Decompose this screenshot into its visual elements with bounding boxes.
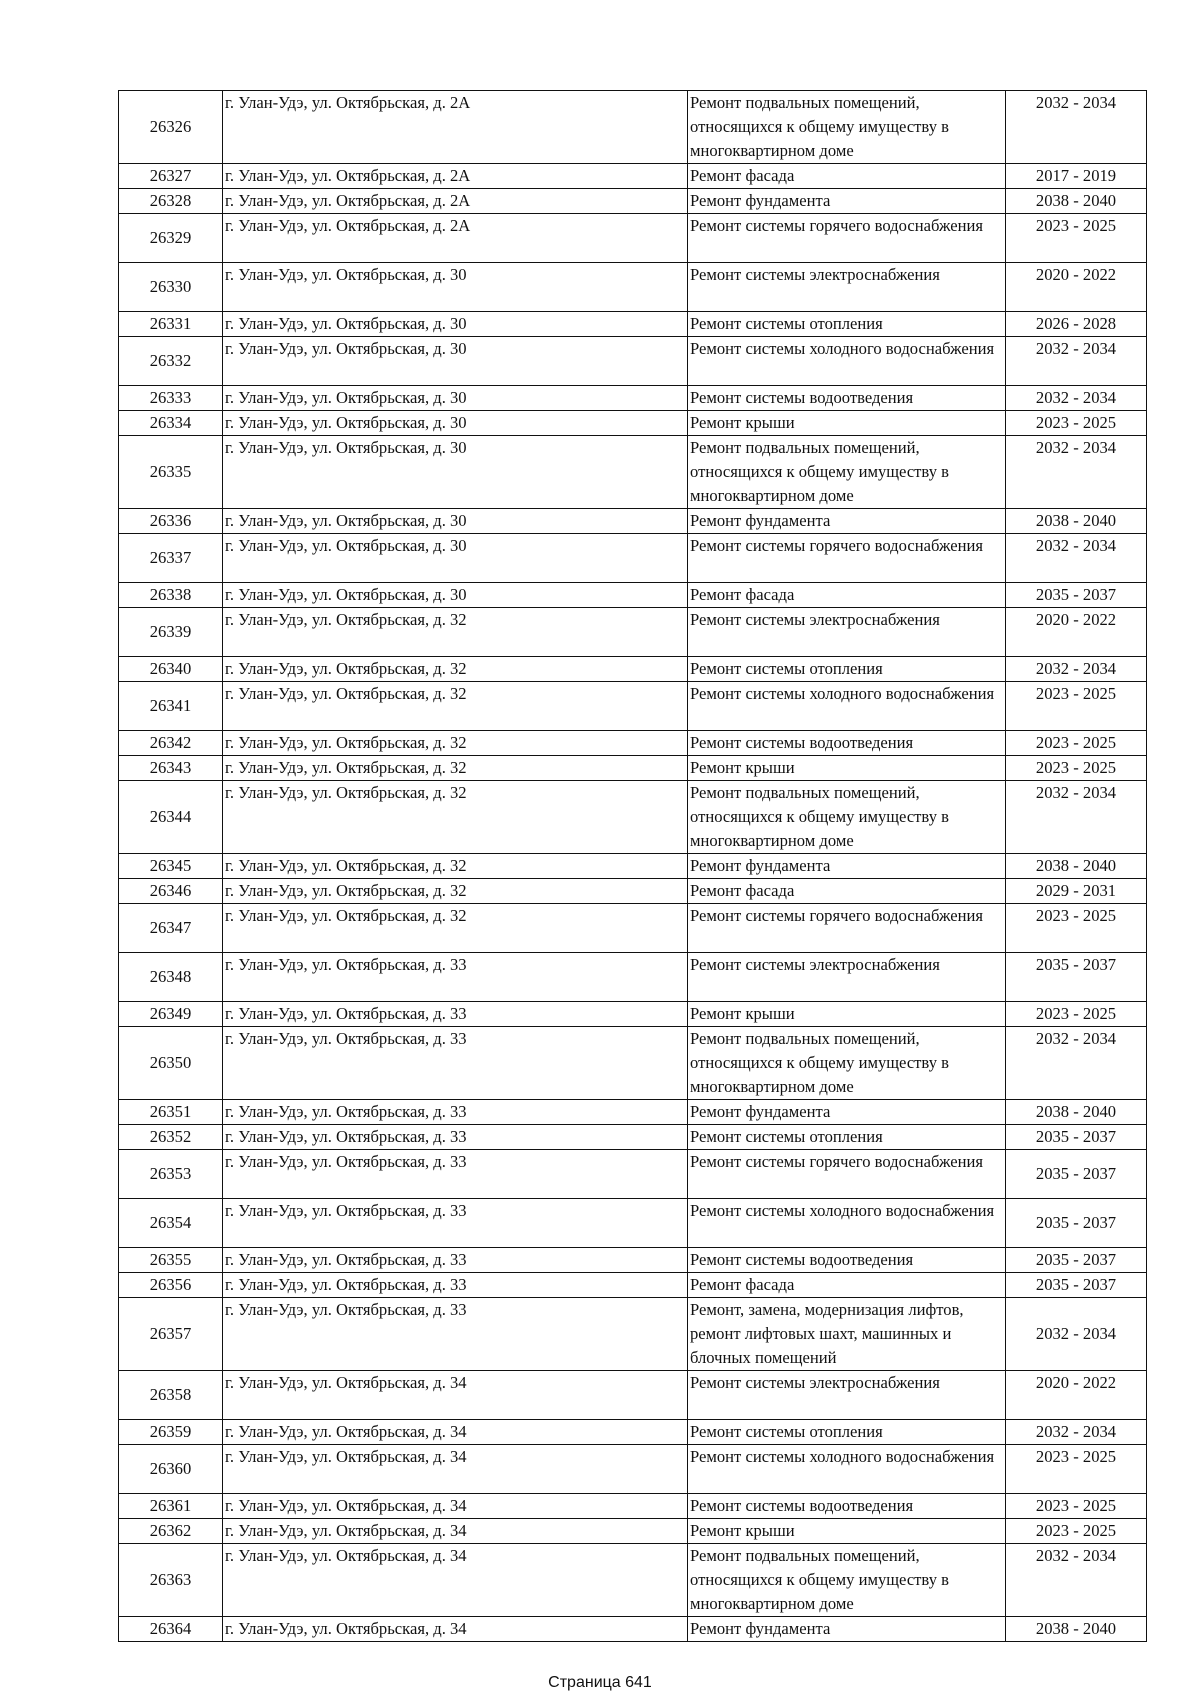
table-row <box>119 756 1147 781</box>
work-type-cell: Ремонт системы электроснабжения <box>688 263 1006 312</box>
row-number: 26357 <box>119 1298 223 1371</box>
address-cell: г. Улан-Удэ, ул. Октябрьская, д. 2А <box>223 91 688 164</box>
work-type-cell: Ремонт фундамента <box>688 1100 1006 1125</box>
work-type-cell: Ремонт системы холодного водоснабжения <box>688 337 1006 386</box>
work-type-cell: Ремонт подвальных помещений, относящихся к общему имуществу в многоквартирном доме <box>688 91 1006 164</box>
row-number: 26334 <box>119 411 223 436</box>
table-row <box>119 411 1147 436</box>
work-type-cell: Ремонт фундамента <box>688 1617 1006 1642</box>
address-cell: г. Улан-Удэ, ул. Октябрьская, д. 34 <box>223 1371 688 1420</box>
period-cell: 2032 - 2034 <box>1006 781 1147 854</box>
table-row <box>119 879 1147 904</box>
address-cell: г. Улан-Удэ, ул. Октябрьская, д. 33 <box>223 1199 688 1248</box>
table-row <box>119 189 1147 214</box>
table-row <box>119 436 1147 509</box>
table-row <box>119 904 1147 953</box>
work-type-cell: Ремонт системы горячего водоснабжения <box>688 1150 1006 1199</box>
row-number: 26338 <box>119 583 223 608</box>
work-type-cell: Ремонт системы водоотведения <box>688 386 1006 411</box>
table-row <box>119 1445 1147 1494</box>
period-cell: 2032 - 2034 <box>1006 657 1147 682</box>
row-number: 26340 <box>119 657 223 682</box>
row-number: 26351 <box>119 1100 223 1125</box>
work-type-cell: Ремонт фасада <box>688 879 1006 904</box>
period-cell: 2020 - 2022 <box>1006 1371 1147 1420</box>
period-cell: 2017 - 2019 <box>1006 164 1147 189</box>
row-number: 26353 <box>119 1150 223 1199</box>
address-cell: г. Улан-Удэ, ул. Октябрьская, д. 33 <box>223 1002 688 1027</box>
row-number: 26336 <box>119 509 223 534</box>
period-cell: 2023 - 2025 <box>1006 682 1147 731</box>
row-number: 26328 <box>119 189 223 214</box>
address-cell: г. Улан-Удэ, ул. Октябрьская, д. 32 <box>223 756 688 781</box>
address-cell: г. Улан-Удэ, ул. Октябрьская, д. 32 <box>223 781 688 854</box>
address-cell: г. Улан-Удэ, ул. Октябрьская, д. 34 <box>223 1420 688 1445</box>
table-row <box>119 657 1147 682</box>
work-type-cell: Ремонт системы холодного водоснабжения <box>688 682 1006 731</box>
address-cell: г. Улан-Удэ, ул. Октябрьская, д. 32 <box>223 657 688 682</box>
work-type-cell: Ремонт подвальных помещений, относящихся к общему имуществу в многоквартирном доме <box>688 781 1006 854</box>
row-number: 26363 <box>119 1544 223 1617</box>
table-row <box>119 1420 1147 1445</box>
period-cell: 2023 - 2025 <box>1006 411 1147 436</box>
period-cell: 2038 - 2040 <box>1006 854 1147 879</box>
table-row <box>119 1371 1147 1420</box>
period-cell: 2038 - 2040 <box>1006 509 1147 534</box>
work-type-cell: Ремонт системы холодного водоснабжения <box>688 1445 1006 1494</box>
address-cell: г. Улан-Удэ, ул. Октябрьская, д. 32 <box>223 731 688 756</box>
period-cell: 2023 - 2025 <box>1006 904 1147 953</box>
row-number: 26333 <box>119 386 223 411</box>
table-row <box>119 1199 1147 1248</box>
work-type-cell: Ремонт системы водоотведения <box>688 1494 1006 1519</box>
work-type-cell: Ремонт крыши <box>688 756 1006 781</box>
address-cell: г. Улан-Удэ, ул. Октябрьская, д. 33 <box>223 953 688 1002</box>
table-row <box>119 1494 1147 1519</box>
row-number: 26335 <box>119 436 223 509</box>
period-cell: 2032 - 2034 <box>1006 534 1147 583</box>
period-cell: 2020 - 2022 <box>1006 263 1147 312</box>
period-cell: 2035 - 2037 <box>1006 953 1147 1002</box>
address-cell: г. Улан-Удэ, ул. Октябрьская, д. 30 <box>223 583 688 608</box>
period-cell: 2032 - 2034 <box>1006 1298 1147 1371</box>
work-type-cell: Ремонт фасада <box>688 164 1006 189</box>
table-row <box>119 1519 1147 1544</box>
row-number: 26362 <box>119 1519 223 1544</box>
row-number: 26329 <box>119 214 223 263</box>
period-cell: 2032 - 2034 <box>1006 1420 1147 1445</box>
row-number: 26350 <box>119 1027 223 1100</box>
address-cell: г. Улан-Удэ, ул. Октябрьская, д. 33 <box>223 1273 688 1298</box>
table-row <box>119 1125 1147 1150</box>
period-cell: 2029 - 2031 <box>1006 879 1147 904</box>
row-number: 26349 <box>119 1002 223 1027</box>
work-type-cell: Ремонт системы электроснабжения <box>688 1371 1006 1420</box>
address-cell: г. Улан-Удэ, ул. Октябрьская, д. 2А <box>223 189 688 214</box>
table-row <box>119 953 1147 1002</box>
address-cell: г. Улан-Удэ, ул. Октябрьская, д. 33 <box>223 1027 688 1100</box>
period-cell: 2023 - 2025 <box>1006 1445 1147 1494</box>
page-number: Страница 641 <box>548 1674 652 1691</box>
address-cell: г. Улан-Удэ, ул. Октябрьская, д. 34 <box>223 1519 688 1544</box>
period-cell: 2035 - 2037 <box>1006 1248 1147 1273</box>
work-type-cell: Ремонт, замена, модернизация лифтов, ремонт лифтовых шахт, машинных и блочных помещений <box>688 1298 1006 1371</box>
row-number: 26331 <box>119 312 223 337</box>
work-type-cell: Ремонт системы горячего водоснабжения <box>688 214 1006 263</box>
row-number: 26343 <box>119 756 223 781</box>
period-cell: 2038 - 2040 <box>1006 1100 1147 1125</box>
work-type-cell: Ремонт крыши <box>688 411 1006 436</box>
table-row <box>119 1002 1147 1027</box>
period-cell: 2038 - 2040 <box>1006 189 1147 214</box>
table-row <box>119 1298 1147 1371</box>
period-cell: 2023 - 2025 <box>1006 214 1147 263</box>
address-cell: г. Улан-Удэ, ул. Октябрьская, д. 33 <box>223 1298 688 1371</box>
table-row <box>119 312 1147 337</box>
work-type-cell: Ремонт системы горячего водоснабжения <box>688 534 1006 583</box>
address-cell: г. Улан-Удэ, ул. Октябрьская, д. 34 <box>223 1544 688 1617</box>
address-cell: г. Улан-Удэ, ул. Октябрьская, д. 33 <box>223 1248 688 1273</box>
work-type-cell: Ремонт крыши <box>688 1002 1006 1027</box>
row-number: 26337 <box>119 534 223 583</box>
work-type-cell: Ремонт системы отопления <box>688 1125 1006 1150</box>
work-type-cell: Ремонт подвальных помещений, относящихся к общему имуществу в многоквартирном доме <box>688 436 1006 509</box>
work-type-cell: Ремонт подвальных помещений, относящихся к общему имуществу в многоквартирном доме <box>688 1027 1006 1100</box>
row-number: 26364 <box>119 1617 223 1642</box>
period-cell: 2023 - 2025 <box>1006 1519 1147 1544</box>
address-cell: г. Улан-Удэ, ул. Октябрьская, д. 32 <box>223 682 688 731</box>
table-row <box>119 781 1147 854</box>
table-row <box>119 1100 1147 1125</box>
table-row <box>119 91 1147 164</box>
row-number: 26360 <box>119 1445 223 1494</box>
address-cell: г. Улан-Удэ, ул. Октябрьская, д. 30 <box>223 534 688 583</box>
table-row <box>119 1248 1147 1273</box>
period-cell: 2032 - 2034 <box>1006 386 1147 411</box>
period-cell: 2035 - 2037 <box>1006 1273 1147 1298</box>
period-cell: 2035 - 2037 <box>1006 1150 1147 1199</box>
row-number: 26330 <box>119 263 223 312</box>
address-cell: г. Улан-Удэ, ул. Октябрьская, д. 30 <box>223 337 688 386</box>
address-cell: г. Улан-Удэ, ул. Октябрьская, д. 32 <box>223 904 688 953</box>
row-number: 26339 <box>119 608 223 657</box>
table-row <box>119 214 1147 263</box>
address-cell: г. Улан-Удэ, ул. Октябрьская, д. 30 <box>223 386 688 411</box>
table-row <box>119 1544 1147 1617</box>
period-cell: 2035 - 2037 <box>1006 1125 1147 1150</box>
period-cell: 2035 - 2037 <box>1006 583 1147 608</box>
row-number: 26347 <box>119 904 223 953</box>
row-number: 26361 <box>119 1494 223 1519</box>
table-row <box>119 583 1147 608</box>
work-type-cell: Ремонт системы водоотведения <box>688 1248 1006 1273</box>
row-number: 26356 <box>119 1273 223 1298</box>
address-cell: г. Улан-Удэ, ул. Октябрьская, д. 2А <box>223 164 688 189</box>
table-row <box>119 509 1147 534</box>
period-cell: 2032 - 2034 <box>1006 436 1147 509</box>
row-number: 26346 <box>119 879 223 904</box>
table-row <box>119 534 1147 583</box>
work-type-cell: Ремонт системы электроснабжения <box>688 953 1006 1002</box>
row-number: 26341 <box>119 682 223 731</box>
address-cell: г. Улан-Удэ, ул. Октябрьская, д. 30 <box>223 411 688 436</box>
table-row <box>119 1150 1147 1199</box>
table-row <box>119 386 1147 411</box>
address-cell: г. Улан-Удэ, ул. Октябрьская, д. 33 <box>223 1150 688 1199</box>
work-type-cell: Ремонт системы холодного водоснабжения <box>688 1199 1006 1248</box>
address-cell: г. Улан-Удэ, ул. Октябрьская, д. 34 <box>223 1617 688 1642</box>
address-cell: г. Улан-Удэ, ул. Октябрьская, д. 30 <box>223 509 688 534</box>
period-cell: 2035 - 2037 <box>1006 1199 1147 1248</box>
address-cell: г. Улан-Удэ, ул. Октябрьская, д. 32 <box>223 608 688 657</box>
period-cell: 2023 - 2025 <box>1006 1494 1147 1519</box>
row-number: 26355 <box>119 1248 223 1273</box>
work-type-cell: Ремонт системы отопления <box>688 657 1006 682</box>
period-cell: 2026 - 2028 <box>1006 312 1147 337</box>
period-cell: 2032 - 2034 <box>1006 337 1147 386</box>
period-cell: 2023 - 2025 <box>1006 756 1147 781</box>
work-type-cell: Ремонт системы электроснабжения <box>688 608 1006 657</box>
work-type-cell: Ремонт фасада <box>688 1273 1006 1298</box>
address-cell: г. Улан-Удэ, ул. Октябрьская, д. 32 <box>223 879 688 904</box>
address-cell: г. Улан-Удэ, ул. Октябрьская, д. 34 <box>223 1494 688 1519</box>
address-cell: г. Улан-Удэ, ул. Октябрьская, д. 30 <box>223 312 688 337</box>
address-cell: г. Улан-Удэ, ул. Октябрьская, д. 32 <box>223 854 688 879</box>
table-row <box>119 608 1147 657</box>
table-row <box>119 164 1147 189</box>
row-number: 26332 <box>119 337 223 386</box>
address-cell: г. Улан-Удэ, ул. Октябрьская, д. 33 <box>223 1100 688 1125</box>
row-number: 26348 <box>119 953 223 1002</box>
address-cell: г. Улан-Удэ, ул. Октябрьская, д. 30 <box>223 263 688 312</box>
row-number: 26359 <box>119 1420 223 1445</box>
table-row <box>119 1617 1147 1642</box>
work-type-cell: Ремонт подвальных помещений, относящихся к общему имуществу в многоквартирном доме <box>688 1544 1006 1617</box>
period-cell: 2032 - 2034 <box>1006 1544 1147 1617</box>
work-type-cell: Ремонт системы горячего водоснабжения <box>688 904 1006 953</box>
work-type-cell: Ремонт крыши <box>688 1519 1006 1544</box>
row-number: 26354 <box>119 1199 223 1248</box>
table-row <box>119 337 1147 386</box>
period-cell: 2032 - 2034 <box>1006 1027 1147 1100</box>
period-cell: 2023 - 2025 <box>1006 731 1147 756</box>
table-row <box>119 1273 1147 1298</box>
row-number: 26327 <box>119 164 223 189</box>
table-row <box>119 263 1147 312</box>
period-cell: 2032 - 2034 <box>1006 91 1147 164</box>
row-number: 26342 <box>119 731 223 756</box>
row-number: 26358 <box>119 1371 223 1420</box>
table-row <box>119 731 1147 756</box>
table-row <box>119 854 1147 879</box>
work-type-cell: Ремонт фундамента <box>688 509 1006 534</box>
table-body <box>119 91 1147 1642</box>
work-type-cell: Ремонт системы отопления <box>688 1420 1006 1445</box>
work-schedule-table <box>118 90 1147 1642</box>
address-cell: г. Улан-Удэ, ул. Октябрьская, д. 34 <box>223 1445 688 1494</box>
row-number: 26345 <box>119 854 223 879</box>
work-type-cell: Ремонт системы водоотведения <box>688 731 1006 756</box>
work-type-cell: Ремонт фасада <box>688 583 1006 608</box>
address-cell: г. Улан-Удэ, ул. Октябрьская, д. 30 <box>223 436 688 509</box>
period-cell: 2020 - 2022 <box>1006 608 1147 657</box>
period-cell: 2038 - 2040 <box>1006 1617 1147 1642</box>
row-number: 26326 <box>119 91 223 164</box>
work-type-cell: Ремонт системы отопления <box>688 312 1006 337</box>
row-number: 26344 <box>119 781 223 854</box>
period-cell: 2023 - 2025 <box>1006 1002 1147 1027</box>
work-type-cell: Ремонт фундамента <box>688 189 1006 214</box>
table-row <box>119 682 1147 731</box>
address-cell: г. Улан-Удэ, ул. Октябрьская, д. 33 <box>223 1125 688 1150</box>
work-type-cell: Ремонт фундамента <box>688 854 1006 879</box>
row-number: 26352 <box>119 1125 223 1150</box>
address-cell: г. Улан-Удэ, ул. Октябрьская, д. 2А <box>223 214 688 263</box>
table-row <box>119 1027 1147 1100</box>
